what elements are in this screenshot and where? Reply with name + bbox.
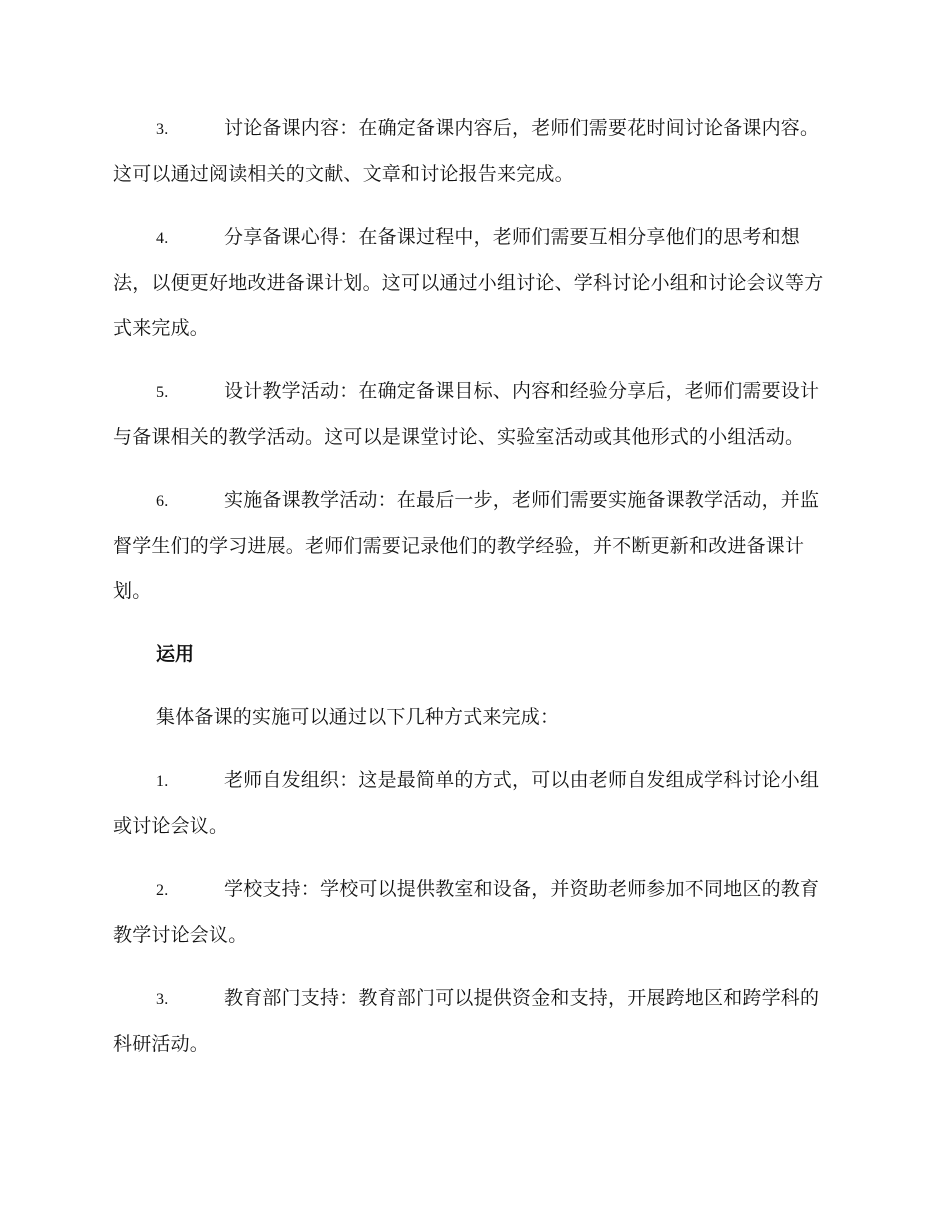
list-text: 分享备课心得：在备课过程中，老师们需要互相分享他们的思考和想法，以便更好地改进备课计划。这可以通过小组讨论、学科讨论小组和讨论会议等方式来完成。 (113, 226, 824, 339)
list-number: 2. (156, 882, 169, 899)
list-text: 讨论备课内容：在确定备课内容后，老师们需要花时间讨论备课内容。这可以通过阅读相关的文献、文章和讨论报告来完成。 (113, 117, 820, 185)
list-item (113, 478, 833, 614)
list-item (113, 106, 833, 197)
list-text: 教育部门支持：教育部门可以提供资金和支持，开展跨地区和跨学科的科研活动。 (113, 987, 820, 1055)
list-text: 设计教学活动：在确定备课目标、内容和经验分享后，老师们需要设计与备课相关的教学活动。这可以是课堂讨论、实验室活动或其他形式的小组活动。 (113, 380, 820, 448)
section-heading: 运用 (156, 643, 195, 665)
list-text: 老师自发组织：这是最简单的方式，可以由老师自发组成学科讨论小组或讨论会议。 (113, 769, 820, 837)
list-item (113, 215, 833, 351)
list-number: 1. (156, 773, 169, 790)
list-number: 3. (156, 991, 169, 1008)
section-intro: 集体备课的实施可以通过以下几种方式来完成： (156, 706, 560, 728)
list-item (113, 867, 833, 958)
list-number: 5. (156, 384, 169, 401)
list-number: 3. (156, 121, 169, 138)
list-item (113, 976, 833, 1067)
document-page (113, 106, 833, 1085)
list-number: 6. (156, 493, 169, 510)
list-item (113, 369, 833, 460)
list-number: 4. (156, 230, 169, 247)
list-text: 学校支持：学校可以提供教室和设备，并资助老师参加不同地区的教育教学讨论会议。 (113, 878, 820, 946)
list-text: 实施备课教学活动：在最后一步，老师们需要实施备课教学活动，并监督学生们的学习进展。老师们需要记录他们的教学经验，并不断更新和改进备课计划。 (113, 489, 820, 602)
list-item (113, 758, 833, 849)
